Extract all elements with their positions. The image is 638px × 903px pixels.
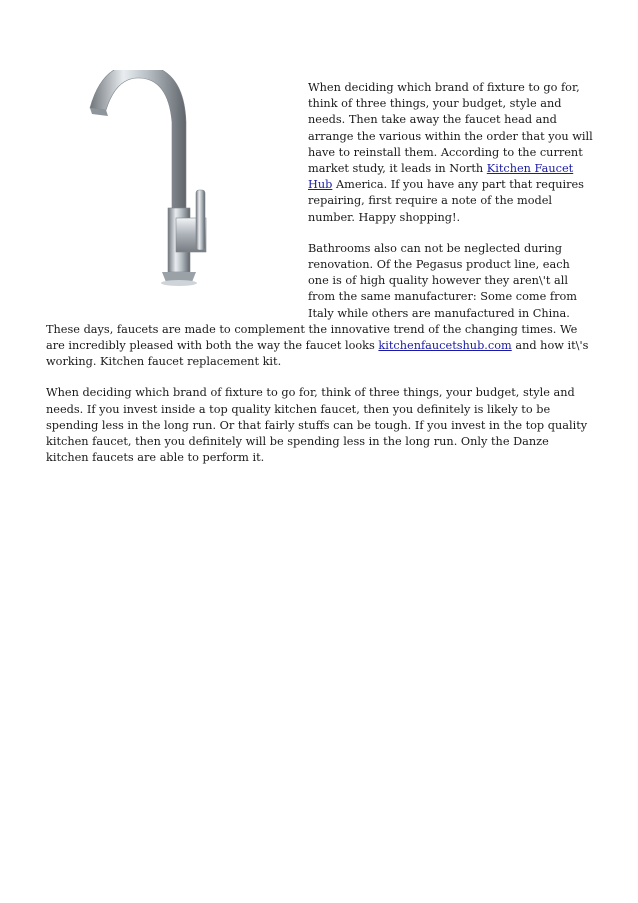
paragraph-1-text-b: America. If you have any part that requires repairing, first require a note of the model number. Happy shopping!. [308,178,584,224]
paragraph-3: When deciding which brand of fixture to go for, think of three things, your budget, style and needs. If you invest inside a top quality kitchen faucet, then you definitely is likely to be spending less in the long run. Or that fairly stuffs can be tough. If you invest in the top quality kitchen faucet, then you definitely will be spending less in the long run. Only the Danze kitchen faucets are able to perform it. [46,386,588,465]
faucet-image [46,70,308,310]
paragraph-1-text-a: When deciding which brand of fixture to go for, think of three things, your budget, style and needs. Then take away the faucet head and arrange the various within the order that you will have to reinstall them. According to the current market study, it leads in North [308,81,593,176]
kitchenfaucetshub-link[interactable]: kitchenfaucetshub.com [378,339,512,353]
article-body [46,80,594,481]
faucet-illustration [46,70,246,300]
kitchen-faucet-hub-link[interactable]: Kitchen Faucet Hub [308,162,574,192]
paragraph-2-text-b: and how it\'s working. Kitchen faucet replacement kit. [46,339,589,369]
paragraph-2-text-a: Bathrooms also can not be neglected during renovation. Of the Pegasus product line, each one is of high quality however they aren\'t all from the same manufacturer: Some come from Italy while others are manufactured in China. These days, faucets are made to complement the innovative trend of the changing times. We are incredibly pleased with both the way the faucet looks [46,241,578,353]
